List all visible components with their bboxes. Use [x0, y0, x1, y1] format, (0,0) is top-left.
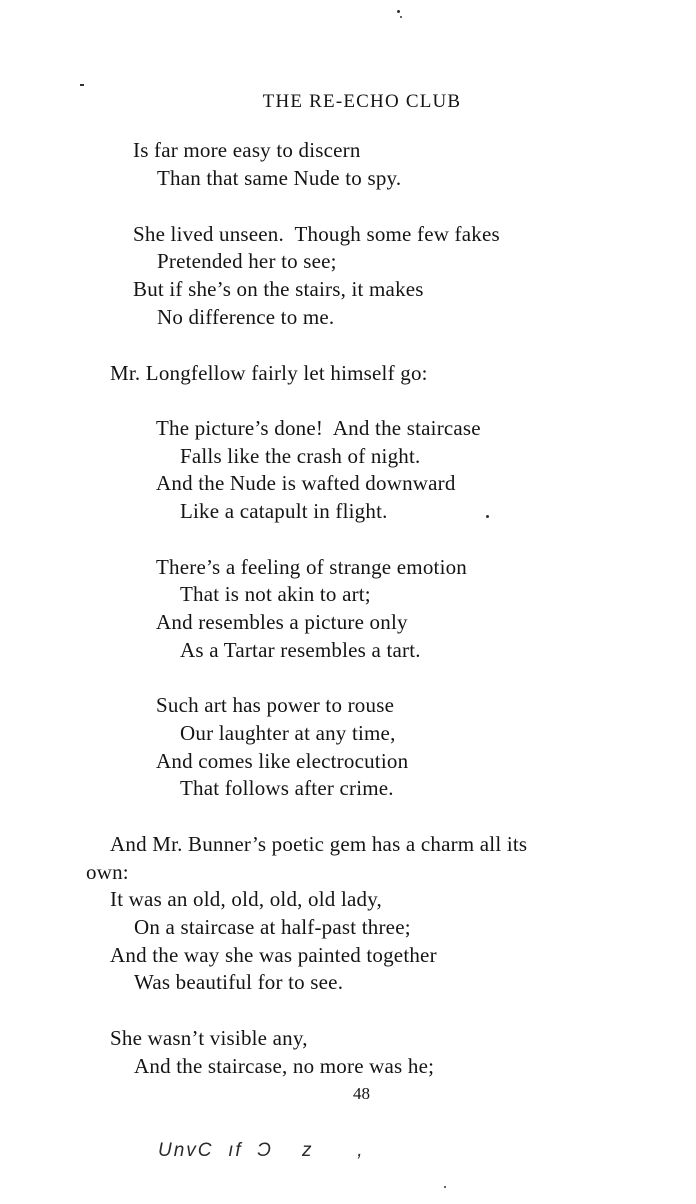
verse-line: Was beautiful for to see.	[134, 970, 344, 994]
page-number: 48	[353, 1084, 370, 1103]
verse-line: On a staircase at half-past three;	[134, 915, 411, 939]
verse-line: The picture’s done! And the staircase	[156, 416, 481, 440]
verse-line: No difference to me.	[157, 305, 335, 329]
verse-line: It was an old, old, old, old lady,	[110, 887, 382, 911]
verse-line: She lived unseen. Though some few fakes	[133, 222, 500, 246]
prose-line: own:	[86, 860, 129, 884]
verse-line: There’s a feeling of strange emotion	[156, 555, 468, 579]
verse-line: And comes like electrocution	[156, 749, 409, 773]
verse-line: That follows after crime.	[180, 776, 394, 800]
prose-line: Mr. Longfellow fairly let himself go:	[110, 361, 428, 385]
verse-line: Is far more easy to discern	[133, 138, 361, 162]
scan-speck	[80, 84, 84, 86]
verse-line: Our laughter at any time,	[180, 721, 396, 745]
scan-speck	[400, 16, 402, 18]
verse-line: But if she’s on the stairs, it makes	[133, 277, 424, 301]
verse-line: And resembles a picture only	[156, 610, 408, 634]
verse-line: And the staircase, no more was he;	[134, 1054, 435, 1078]
scan-speck	[397, 10, 400, 13]
verse-line: Such art has power to rouse	[156, 693, 395, 717]
verse-line: And the way she was painted together	[110, 943, 437, 967]
verse-line: And the Nude is wafted downward	[156, 471, 456, 495]
verse-line: That is not akin to art;	[180, 582, 371, 606]
scan-watermark: UnvC ıf Ɔ z ,	[158, 1140, 365, 1161]
scan-speck	[486, 515, 489, 518]
running-head: THE RE-ECHO CLUB	[262, 91, 462, 112]
verse-line: Pretended her to see;	[157, 249, 337, 273]
verse-line: Than that same Nude to spy.	[157, 166, 402, 190]
verse-line: As a Tartar resembles a tart.	[180, 638, 421, 662]
prose-line: And Mr. Bunner’s poetic gem has a charm all its	[110, 832, 528, 856]
verse-line: Falls like the crash of night.	[180, 444, 421, 468]
verse-line: She wasn’t visible any,	[110, 1026, 308, 1050]
scan-speck	[444, 1186, 446, 1188]
verse-line: Like a catapult in flight.	[180, 499, 388, 523]
